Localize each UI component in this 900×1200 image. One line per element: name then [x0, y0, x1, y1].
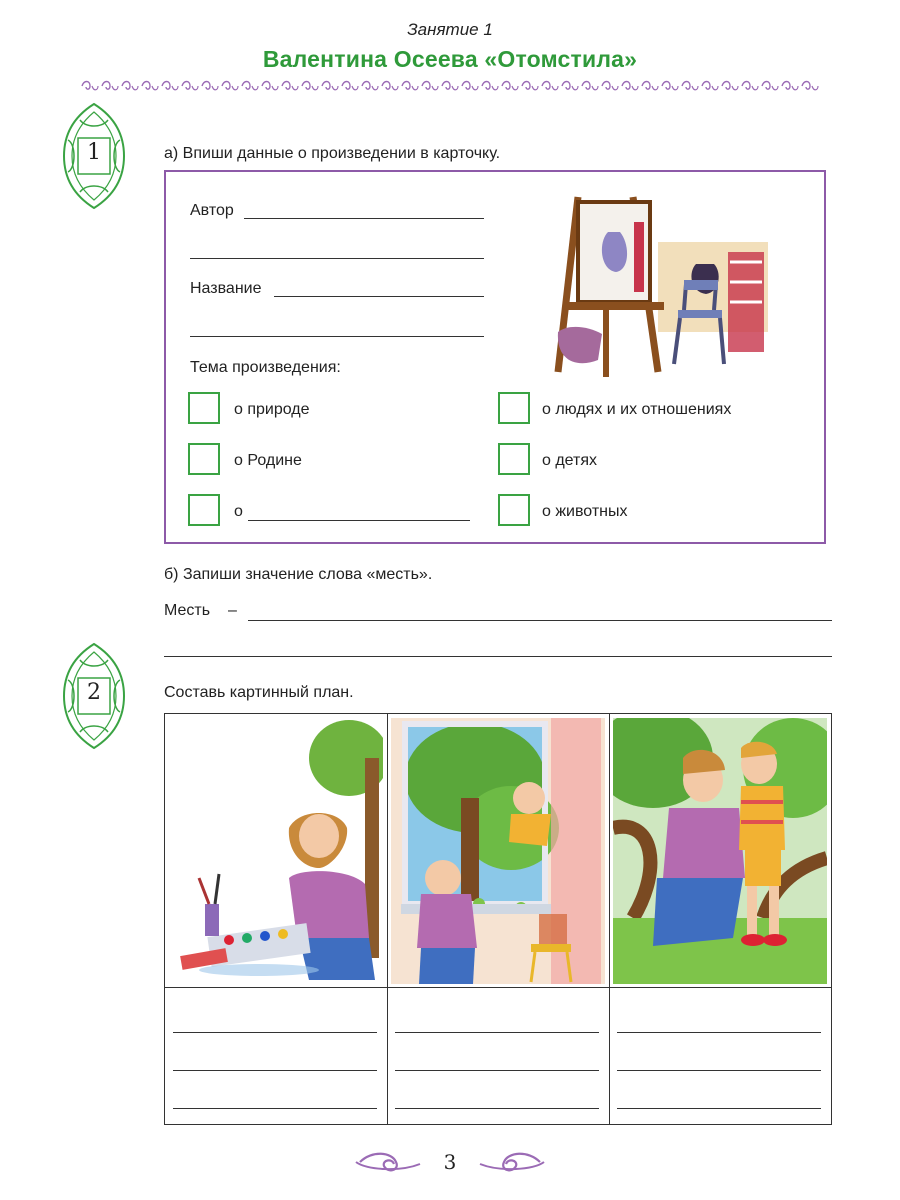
- checkbox-animals[interactable]: [498, 494, 530, 526]
- picture-boy-in-tree: [391, 718, 605, 984]
- checkbox-nature[interactable]: [188, 392, 220, 424]
- option-label-nature: о природе: [234, 401, 310, 418]
- task-1-badge: [58, 100, 130, 212]
- plan-line-2-3[interactable]: [395, 1108, 599, 1109]
- option-label-animals: о животных: [542, 503, 628, 520]
- plan-line-2-1[interactable]: [395, 1032, 599, 1033]
- task-number: 2: [87, 680, 101, 705]
- checkbox-homeland[interactable]: [188, 443, 220, 475]
- definition-line-1[interactable]: [248, 620, 832, 621]
- plan-line-3-3[interactable]: [617, 1108, 821, 1109]
- grid-divider: [387, 714, 388, 1124]
- page-number: 3: [443, 1150, 457, 1174]
- author-label: Автор: [190, 202, 234, 219]
- checkbox-other[interactable]: [188, 494, 220, 526]
- lesson-label: Занятие 1: [407, 20, 493, 39]
- word-label: Месть: [164, 602, 211, 619]
- plan-line-1-1[interactable]: [173, 1032, 377, 1033]
- task-2-instruction: Составь картинный план.: [164, 684, 354, 701]
- task-1a-instruction: а) Впиши данные о произведении в карточку.: [164, 145, 501, 162]
- grid-divider: [609, 714, 610, 1124]
- plan-line-1-3[interactable]: [173, 1108, 377, 1109]
- easel-illustration: [538, 192, 778, 382]
- page-title: Валентина Осеева «Отомстила»: [262, 46, 638, 72]
- option-label-children: о детях: [542, 452, 598, 469]
- title-line-2[interactable]: [190, 336, 484, 337]
- ornament-divider: [80, 78, 820, 94]
- dash: –: [228, 602, 237, 619]
- plan-line-3-1[interactable]: [617, 1032, 821, 1033]
- task-2-badge: [58, 640, 130, 752]
- title-label: Название: [190, 280, 262, 297]
- definition-line-2[interactable]: [164, 656, 832, 657]
- picture-girl-and-boy: [613, 718, 827, 984]
- book-card: [164, 170, 826, 544]
- grid-divider: [165, 987, 831, 988]
- checkbox-children[interactable]: [498, 443, 530, 475]
- picture-girl-crying: [169, 718, 383, 984]
- option-label-people-relations: о людях и их отношениях: [542, 401, 732, 418]
- plan-line-2-2[interactable]: [395, 1070, 599, 1071]
- other-theme-line[interactable]: [248, 520, 470, 521]
- task-1b-instruction: б) Запиши значение слова «месть».: [164, 566, 433, 583]
- plan-line-3-2[interactable]: [617, 1070, 821, 1071]
- title-line-1[interactable]: [274, 296, 484, 297]
- task-number: 1: [87, 140, 101, 165]
- picture-plan-grid: [164, 713, 832, 1125]
- theme-label: Тема произведения:: [190, 359, 341, 376]
- checkbox-people-relations[interactable]: [498, 392, 530, 424]
- plan-line-1-2[interactable]: [173, 1070, 377, 1071]
- option-label-other: о: [234, 503, 243, 520]
- author-line-2[interactable]: [190, 258, 484, 259]
- author-line-1[interactable]: [244, 218, 484, 219]
- option-label-homeland: о Родине: [234, 452, 302, 469]
